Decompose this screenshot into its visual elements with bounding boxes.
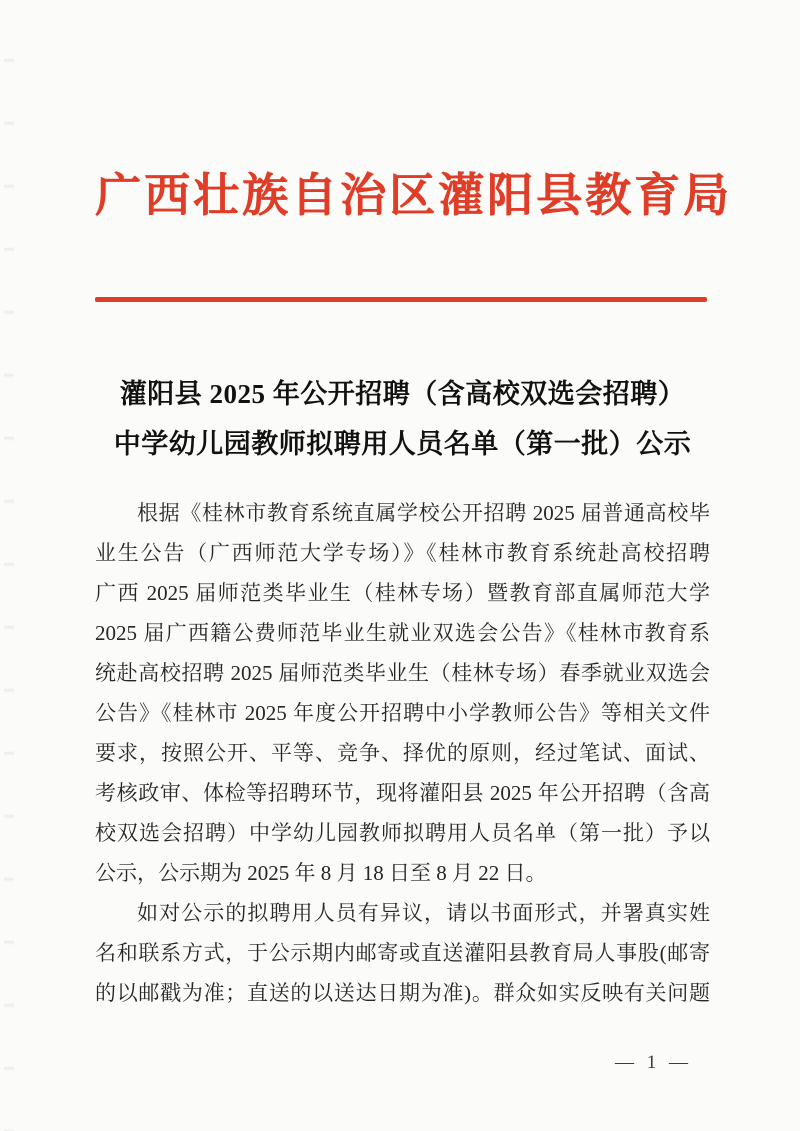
document-content [0, 163, 800, 1013]
body-text-line: 如对公示的拟聘用人员有异议，请以书面形式，并署真实姓 [137, 901, 710, 925]
body-text-line: 广西 2025 届师范类毕业生（桂林专场）暨教育部直属师范大学 [95, 581, 710, 605]
document-body [95, 493, 710, 1013]
document-title [95, 369, 710, 469]
page-number: — 1 — [615, 1052, 692, 1073]
body-text-line: 校双选会招聘）中学幼儿园教师拟聘用人员名单（第一批）予以 [95, 821, 710, 845]
body-text-line: 2025 届广西籍公费师范毕业生就业双选会公告》《桂林市教育系 [95, 621, 710, 645]
body-text-line: 名和联系方式，于公示期内邮寄或直送灌阳县教育局人事股(邮寄 [95, 941, 710, 965]
agency-header-title: 广西壮族自治区灌阳县教育局 [95, 170, 732, 221]
body-text-line: 业生公告（广西师范大学专场）》《桂林市教育系统赴高校招聘 [95, 541, 710, 565]
document-title-line2: 中学幼儿园教师拟聘用人员名单（第一批）公示 [113, 429, 692, 459]
body-text-line: 公告》《桂林市 2025 年度公开招聘中小学教师公告》等相关文件 [95, 701, 710, 725]
body-text-line: 的以邮戳为准；直送的以送达日期为准)。群众如实反映有关问题 [95, 981, 710, 1005]
body-paragraph [95, 893, 710, 1013]
red-divider-line [95, 297, 707, 302]
body-text-line: 考核政审、体检等招聘环节，现将灌阳县 2025 年公开招聘（含高 [95, 781, 710, 805]
body-text-line: 统赴高校招聘 2025 届师范类毕业生（桂林专场）春季就业双选会 [95, 661, 710, 685]
document-title-line1: 灌阳县 2025 年公开招聘（含高校双选会招聘） [119, 379, 686, 409]
body-text-line: 要求，按照公开、平等、竞争、择优的原则，经过笔试、面试、 [95, 741, 710, 765]
body-text-line: 公示，公示期为 2025 年 8 月 18 日至 8 月 22 日。 [95, 861, 547, 885]
body-paragraph [95, 493, 710, 893]
body-text-line: 根据《桂林市教育系统直属学校公开招聘 2025 届普通高校毕 [137, 501, 710, 525]
